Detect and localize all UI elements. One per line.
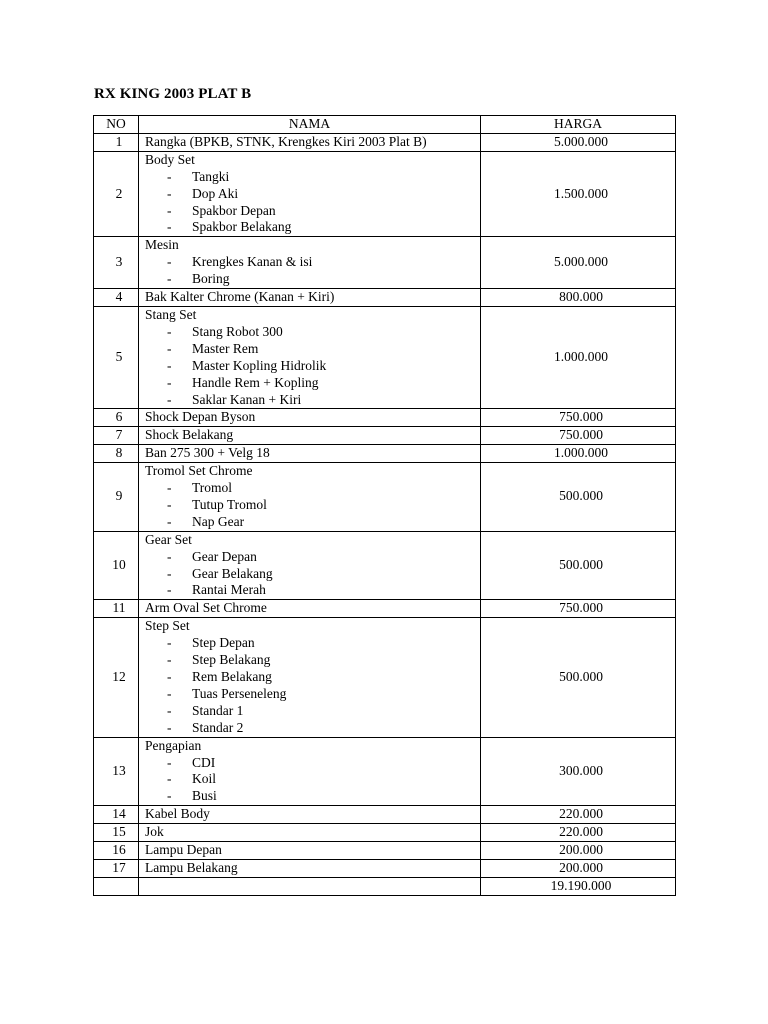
row-number: 1 — [94, 133, 139, 151]
table-row — [94, 463, 676, 532]
table-row — [94, 618, 676, 737]
sub-item — [145, 358, 480, 375]
sub-item-label: Krengkes Kanan & isi — [192, 254, 313, 270]
sub-item — [145, 549, 480, 566]
bullet-dash: - — [167, 685, 172, 701]
bullet-dash: - — [167, 635, 172, 651]
row-number: 15 — [94, 824, 139, 842]
bullet-dash: - — [167, 357, 172, 373]
table-row — [94, 427, 676, 445]
sub-item-label: Step Belakang — [192, 652, 271, 668]
sub-item — [145, 203, 480, 220]
row-name: Kabel Body — [145, 806, 210, 822]
sub-item-label: Stang Robot 300 — [192, 323, 283, 339]
sub-item — [145, 788, 480, 805]
sub-item-label: Gear Depan — [192, 548, 257, 564]
bullet-dash: - — [167, 254, 172, 270]
row-name: Jok — [145, 824, 164, 840]
sub-item-label: Tutup Tromol — [192, 496, 267, 512]
total-price-cell: 19.190.000 — [481, 877, 676, 895]
row-price: 1.500.000 — [481, 151, 676, 237]
row-name-cell — [139, 289, 481, 307]
table-row — [94, 306, 676, 408]
row-price: 800.000 — [481, 289, 676, 307]
sub-item — [145, 669, 480, 686]
sub-item — [145, 635, 480, 652]
table-row — [94, 133, 676, 151]
bullet-dash: - — [167, 788, 172, 804]
bullet-dash: - — [167, 513, 172, 529]
bullet-dash: - — [167, 202, 172, 218]
sub-item — [145, 324, 480, 341]
row-name: Body Set — [145, 151, 195, 167]
row-name: Lampu Belakang — [145, 859, 238, 875]
row-number: 17 — [94, 859, 139, 877]
row-name-cell — [139, 409, 481, 427]
row-name: Mesin — [145, 237, 179, 253]
table-header-row — [94, 116, 676, 134]
table-row — [94, 531, 676, 600]
row-number: 3 — [94, 237, 139, 289]
sub-item — [145, 686, 480, 703]
sub-item-label: Tuas Perseneleng — [192, 685, 287, 701]
row-name: Shock Depan Byson — [145, 409, 256, 425]
row-price: 220.000 — [481, 824, 676, 842]
row-number: 11 — [94, 600, 139, 618]
bullet-dash: - — [167, 719, 172, 735]
sub-item — [145, 169, 480, 186]
row-price: 200.000 — [481, 842, 676, 860]
row-name: Rangka (BPKB, STNK, Krengkes Kiri 2003 Plat B) — [145, 133, 427, 149]
bullet-dash: - — [167, 669, 172, 684]
row-number: 8 — [94, 445, 139, 463]
row-number: 16 — [94, 842, 139, 860]
sub-item-label: CDI — [192, 754, 216, 770]
row-price: 500.000 — [481, 463, 676, 532]
sub-item-label: Saklar Kanan + Kiri — [192, 391, 302, 407]
bullet-dash: - — [167, 219, 172, 235]
row-name-cell — [139, 445, 481, 463]
row-name: Pengapian — [145, 737, 202, 753]
bullet-dash: - — [167, 652, 172, 668]
total-no-cell — [94, 877, 139, 895]
table-row — [94, 151, 676, 237]
row-number: 13 — [94, 737, 139, 806]
sub-item — [145, 514, 480, 531]
row-name-cell — [139, 427, 481, 445]
row-name: Shock Belakang — [145, 427, 234, 443]
table-row — [94, 237, 676, 289]
column-header-harga: HARGA — [481, 116, 676, 134]
sub-item — [145, 566, 480, 583]
row-number: 12 — [94, 618, 139, 737]
bullet-dash: - — [167, 480, 172, 496]
sub-item-label: Gear Belakang — [192, 565, 273, 581]
bullet-dash: - — [167, 340, 172, 356]
row-name-cell — [139, 824, 481, 842]
sub-item-label: Standar 2 — [192, 719, 244, 735]
bullet-dash: - — [167, 496, 172, 512]
row-number: 5 — [94, 306, 139, 408]
row-name-cell — [139, 463, 481, 532]
sub-item — [145, 186, 480, 203]
bullet-dash: - — [167, 565, 172, 581]
table-row — [94, 842, 676, 860]
sub-item-label: Standar 1 — [192, 702, 244, 718]
row-name-cell — [139, 133, 481, 151]
row-price: 220.000 — [481, 806, 676, 824]
row-price: 5.000.000 — [481, 133, 676, 151]
bullet-dash: - — [167, 582, 172, 598]
row-number: 14 — [94, 806, 139, 824]
sub-item — [145, 720, 480, 737]
row-name: Ban 275 300 + Velg 18 — [145, 445, 270, 461]
sub-item-label: Dop Aki — [192, 185, 239, 201]
sub-item-label: Tromol — [192, 480, 233, 496]
sub-item-label: Step Depan — [192, 635, 255, 651]
sub-item-label: Spakbor Depan — [192, 202, 276, 218]
table-row — [94, 289, 676, 307]
sub-item-label: Rem Belakang — [192, 669, 272, 684]
sub-item — [145, 582, 480, 599]
row-name-cell — [139, 237, 481, 289]
row-name-cell — [139, 618, 481, 737]
bullet-dash: - — [167, 271, 172, 287]
sub-item — [145, 254, 480, 271]
row-name: Step Set — [145, 618, 190, 634]
row-name: Gear Set — [145, 531, 192, 547]
price-table — [93, 115, 676, 896]
sub-item — [145, 652, 480, 669]
row-name-cell — [139, 151, 481, 237]
row-price: 500.000 — [481, 618, 676, 737]
sub-item — [145, 497, 480, 514]
table-row — [94, 737, 676, 806]
bullet-dash: - — [167, 185, 172, 201]
row-name: Tromol Set Chrome — [145, 463, 253, 479]
bullet-dash: - — [167, 771, 172, 787]
bullet-dash: - — [167, 391, 172, 407]
table-row — [94, 445, 676, 463]
row-name: Stang Set — [145, 306, 197, 322]
table-row — [94, 409, 676, 427]
table-row — [94, 806, 676, 824]
row-number: 10 — [94, 531, 139, 600]
bullet-dash: - — [167, 374, 172, 390]
row-price: 1.000.000 — [481, 445, 676, 463]
row-number: 2 — [94, 151, 139, 237]
row-price: 200.000 — [481, 859, 676, 877]
document-title: RX KING 2003 PLAT B — [94, 86, 252, 102]
row-name-cell — [139, 859, 481, 877]
row-name-cell — [139, 306, 481, 408]
sub-item-label: Tangki — [192, 168, 230, 184]
bullet-dash: - — [167, 548, 172, 564]
row-price: 750.000 — [481, 427, 676, 445]
row-number: 6 — [94, 409, 139, 427]
row-name-cell — [139, 600, 481, 618]
bullet-dash: - — [167, 168, 172, 184]
row-price: 300.000 — [481, 737, 676, 806]
sub-item — [145, 375, 480, 392]
sub-item — [145, 219, 480, 236]
sub-item-label: Master Kopling Hidrolik — [192, 357, 327, 373]
sub-item — [145, 480, 480, 497]
bullet-dash: - — [167, 702, 172, 718]
row-price: 500.000 — [481, 531, 676, 600]
row-name: Arm Oval Set Chrome — [145, 600, 267, 616]
row-name: Lampu Depan — [145, 842, 222, 858]
bullet-dash: - — [167, 754, 172, 770]
sub-item-label: Rantai Merah — [192, 582, 266, 598]
sub-item-label: Handle Rem + Kopling — [192, 374, 319, 390]
table-row — [94, 859, 676, 877]
row-name-cell — [139, 531, 481, 600]
sub-item-label: Koil — [192, 771, 217, 787]
sub-item — [145, 341, 480, 358]
total-nama-cell — [139, 877, 481, 895]
sub-item — [145, 392, 480, 409]
sub-item — [145, 703, 480, 720]
sub-item-label: Nap Gear — [192, 513, 245, 529]
total-row — [94, 877, 676, 895]
sub-item-label: Spakbor Belakang — [192, 219, 292, 235]
column-header-no: NO — [94, 116, 139, 134]
row-name-cell — [139, 806, 481, 824]
row-number: 9 — [94, 463, 139, 532]
sub-item — [145, 271, 480, 288]
row-name-cell — [139, 737, 481, 806]
row-name: Bak Kalter Chrome (Kanan + Kiri) — [145, 289, 335, 305]
row-name-cell — [139, 842, 481, 860]
row-price: 750.000 — [481, 600, 676, 618]
row-number: 4 — [94, 289, 139, 307]
table-row — [94, 824, 676, 842]
column-header-nama: NAMA — [139, 116, 481, 134]
sub-item — [145, 755, 480, 772]
table-row — [94, 600, 676, 618]
row-price: 5.000.000 — [481, 237, 676, 289]
row-price: 750.000 — [481, 409, 676, 427]
row-number: 7 — [94, 427, 139, 445]
bullet-dash: - — [167, 323, 172, 339]
sub-item-label: Boring — [192, 271, 230, 287]
row-price: 1.000.000 — [481, 306, 676, 408]
table-body — [94, 133, 676, 895]
sub-item-label: Master Rem — [192, 340, 259, 356]
sub-item — [145, 771, 480, 788]
sub-item-label: Busi — [192, 788, 217, 804]
